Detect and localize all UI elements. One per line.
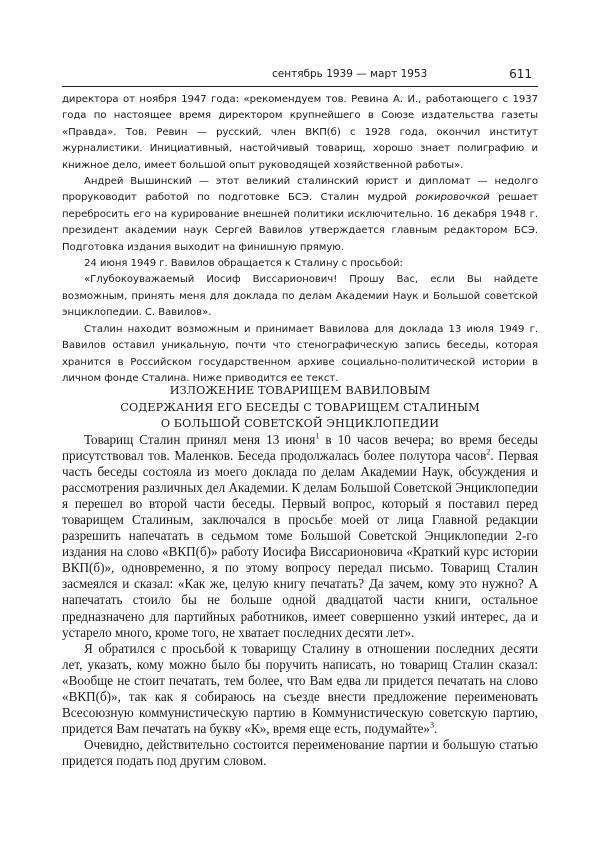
intro-paragraph-1: директора от ноября 1947 года: «рекомендуем тов. Ревина А. И., работающего с 1937 года по настоящее время директором крупнейшего в Союзе издательства газеты «Правда». Тов. Ревин — русский, член ВКП(б) с 1928 года, окончил институт журналистики. Инициативный, настойчивый товарищ, хорошо знает полиграфию и книжное дело, имеет большой опыт руководящей хозяйственной работы». — [62, 94, 538, 171]
intro-paragraph-2-emphasis: рокировочкой — [415, 192, 490, 204]
document-paragraph-2 — [62, 641, 538, 737]
paragraph-1-part-b: в 10 часов вечера; во время беседы присутствовал тов. Маленков. Беседа продолжалась более полутора часов — [62, 432, 538, 464]
document-text — [62, 432, 538, 769]
intro-paragraph-2-part-b: решает перебросить его на курирование внешней политики исключительно. 16 декабря 1948 г. президент академии наук Сергей Вавилов утверждается главным редактором БСЭ. Подготовка издания выходит на финишную прямую. — [62, 192, 538, 253]
page-number: 611 — [509, 67, 532, 81]
paragraph-1-part-c: . Первая часть беседы состояла из моего доклада по делам Академии Наук, обсуждения и рассмотрения различных дел Академии. К делам Большой Советской Энциклопедии я перешел во второй части беседы. Первый вопрос, который я поставил перед товарищем Сталиным, заключался в просьбе моей от лица Главной редакции разрешить напечатать в седьмом томе Большой Советской Энциклопедии 2-го издания на слово «ВКП(б)» работу Иосифа Виссарионовича «Краткий курс истории ВКП(б)», одновременно, я по этому вопросу передал письмо. Товарищ Сталин засмеялся и сказал: «Как же, целую книгу печатать? Да зачем, кому это нужно? А напечатать стоило бы не больше одной двадцатой части книги, остальное предназначено для партийных работников, имеет совершенно узкий интерес, да и устарело много, кроме того, не хватает последних десяти лет». — [62, 448, 538, 640]
header-rule — [62, 86, 538, 87]
intro-paragraph-2-part-a: Андрей Вышинский — этот великий сталинский юрист и дипломат — недолго проруководит работой по подготовке БСЭ. Сталин мудрой — [62, 176, 538, 204]
intro-paragraph-5: Сталин находит возможным и принимает Вавилова для доклада 13 июля 1949 г. Вавилов оставил уникальную, почти что стенографическую запись беседы, которая хранится в Российском государственном архиве социально-политической истории в личном фонде Сталина. Ниже приводится ее текст. — [62, 323, 538, 384]
paragraph-1-part-a: Товарищ Сталин принял меня 13 июня — [84, 432, 316, 447]
heading-line-1: ИЗЛОЖЕНИЕ ТОВАРИЩЕМ ВАВИЛОВЫМ — [169, 384, 431, 397]
running-head — [62, 66, 538, 84]
footnote-ref-1: 1 — [315, 431, 320, 441]
intro-paragraph-4-letter-quote: «Глубокоуважаемый Иосиф Виссарионович! Прошу Вас, если Вы найдете возможным, принять меня для доклада по делам Академии Наук и Большой советской энциклопедии. С. Вавилов». — [62, 274, 538, 319]
running-head-title: сентябрь 1939 — март 1953 — [272, 68, 428, 80]
paragraph-2-part-a: Я обратился с просьбой к товарищу Сталину в отношении последних десяти лет, указать, кому можно было бы поручить написать, но товарищ Сталин сказал: «Вообще не стоит печатать, тем более, что Вам едва ли придется печатать на слово «ВКП(б)», так как я собираюсь на съезде внести предложение переименовать Всесоюзную коммунистическую партию в Коммунистическую советскую партию, придется Вам печатать на букву «К», время еще есть, подумайте» — [62, 640, 538, 736]
intro-text — [62, 92, 538, 387]
document-paragraph-3: Очевидно, действительно состоится переименование партии и большую статью придется подать под другим словом. — [62, 736, 538, 768]
heading-line-3: О БОЛЬШОЙ СОВЕТСКОЙ ЭНЦИКЛОПЕДИИ — [160, 417, 440, 431]
footnote-ref-2: 2 — [486, 447, 491, 457]
section-heading — [62, 383, 538, 433]
intro-paragraph-3: 24 июня 1949 г. Вавилов обращается к Сталину с просьбой: — [84, 258, 403, 270]
paragraph-2-part-b: . — [434, 720, 438, 736]
heading-line-2: СОДЕРЖАНИЯ ЕГО БЕСЕДЫ С ТОВАРИЩЕМ СТАЛИНЫМ — [120, 400, 480, 414]
intro-paragraph-2 — [62, 174, 538, 256]
document-paragraph-1 — [62, 432, 538, 641]
footnote-ref-3: 3 — [430, 720, 435, 730]
